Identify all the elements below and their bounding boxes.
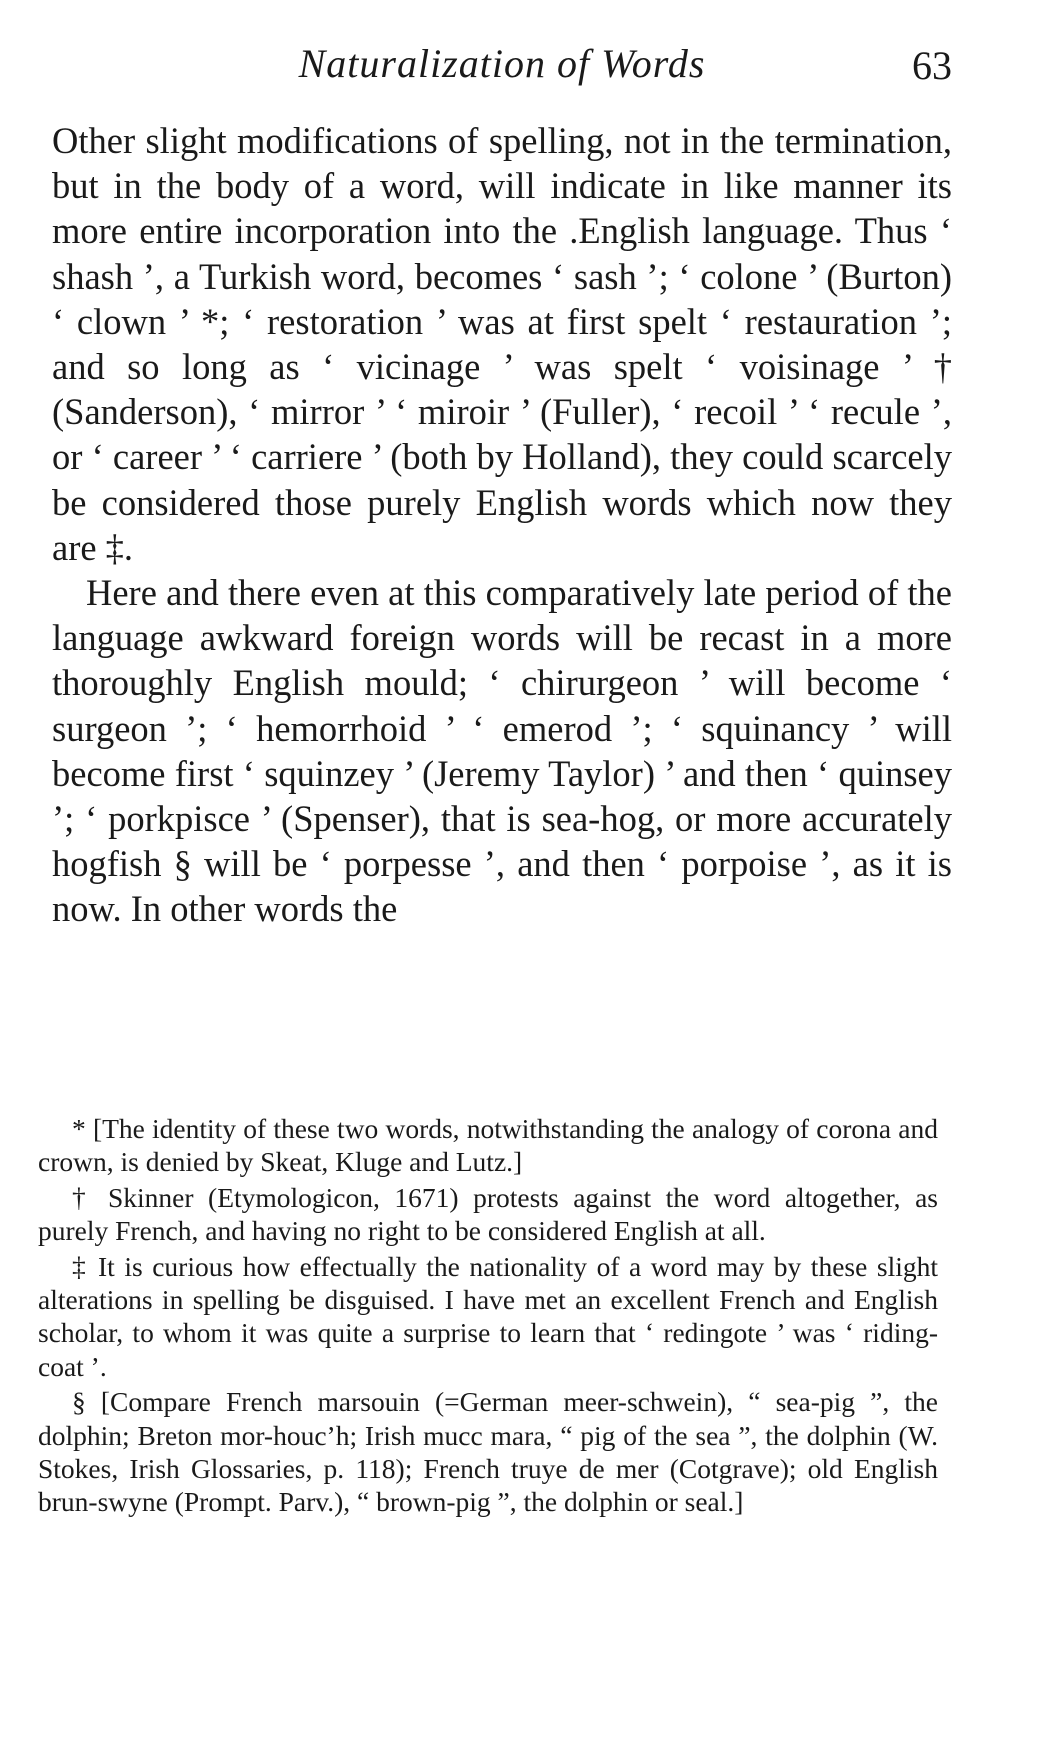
footnote: § [Compare French marsouin (=German meer-schwein), “ sea-pig ”, the dolphin; Breton mor-houc’h; Irish mucc mara, “ pig of the sea ”, the dolphin (W. Stokes, Irish Glossaries, p. 118); French truye de mer (Cotgrave); old English brun-swyne (Prompt. Parv.), “ brown-pig ”, the dolphin or seal.] [38,1386,938,1518]
footnote: ‡ It is curious how effectually the nationality of a word may by these slight alterations in spelling be disguised. I have met an excellent French and English scholar, to whom it was quite a surprise to learn that ‘ redingote ’ was ‘ riding-coat ’. [38,1250,938,1382]
footnote: † Skinner (Etymologicon, 1671) protests against the word altogether, as purely French, and having no right to be considered English at all. [38,1181,938,1247]
footnote: * [The identity of these two words, notwithstanding the analogy of corona and crown, is denied by Skeat, Kluge and Lutz.] [38,1113,938,1178]
running-title: Naturalization of Words [298,41,706,86]
footnotes [38,1112,938,1519]
running-header [52,28,952,98]
paragraph: Here and there even at this comparatively late period of the language awkward foreign words will be recast in a more thoroughly English mould; ‘ chirurgeon ’ will become ‘ surgeon ’; ‘ hemorrhoid ’ ‘ emerod ’; ‘ squinancy ’ will become first ‘ squinzey ’ (Jeremy Taylor) ’ and then ‘ quinsey ’; ‘ porkpisce ’ (Spenser), that is sea-hog, or more accurately hogfish § will be ‘ porpesse ’, and then ‘ porpoise ’, as it is now. In other words the [52,572,952,930]
main-text [52,118,952,932]
page-number: 63 [912,43,952,88]
paragraph: Other slight modifications of spelling, not in the termination, but in the body of a word, will indicate in like manner its more entire incorporation into the .English language. Thus ‘ shash ’, a Turkish word, becomes ‘ sash ’; ‘ colone ’ (Burton) ‘ clown ’ *; ‘ restoration ’ was at first spelt ‘ restauration ’; and so long as ‘ vicinage ’ was spelt ‘ voisinage ’ † (Sanderson), ‘ mirror ’ ‘ miroir ’ (Fuller), ‘ recoil ’ ‘ recule ’, or ‘ career ’ ‘ carriere ’ (both by Holland), they could scarcely be considered those purely English words which now they are ‡. [52,120,952,568]
